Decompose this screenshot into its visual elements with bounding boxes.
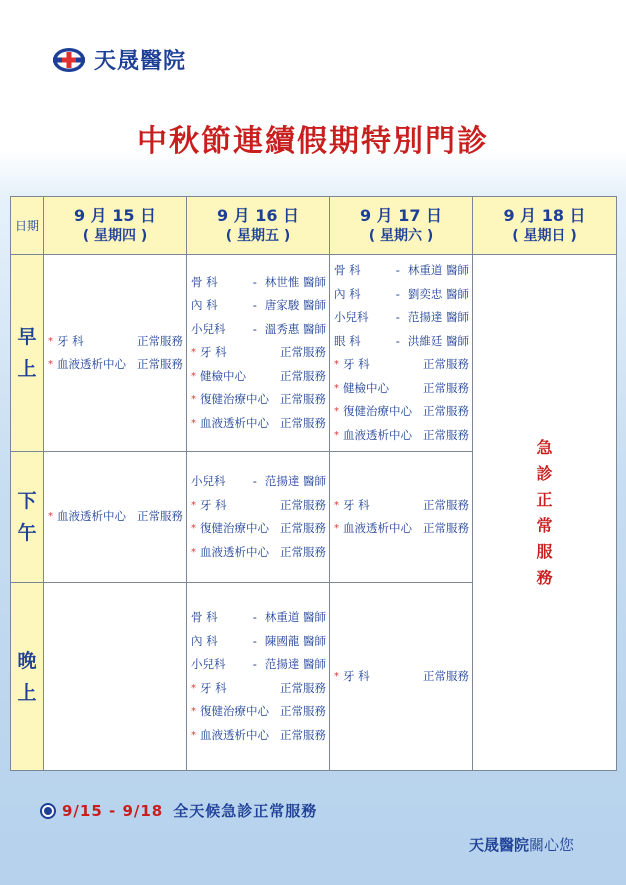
service-status: 正常服務 [280, 680, 326, 695]
asterisk-icon: * [191, 394, 196, 406]
service-status: 正常服務 [280, 704, 326, 718]
signature-name: 天晟醫院 [468, 836, 529, 854]
emergency-char: 急 [536, 437, 553, 457]
column-date: 9 月 15 日 [73, 205, 157, 225]
cell-evening-0917 [330, 583, 473, 771]
schedule-entry [330, 517, 472, 541]
asterisk-icon: * [334, 429, 339, 441]
service-status: 正常服務 [280, 521, 326, 535]
doctor-name: 陳國龍 醫師 [264, 633, 326, 648]
department-name: 牙 科 [57, 333, 84, 348]
asterisk-icon: * [191, 682, 196, 694]
asterisk-icon: * [191, 706, 196, 717]
department-name: 小兒科 [334, 310, 369, 324]
schedule-entry [330, 283, 472, 307]
schedule-entry [187, 724, 329, 748]
schedule-entry [187, 388, 329, 412]
period-char: 早 [17, 326, 37, 348]
cell-emergency-0918 [473, 255, 617, 771]
asterisk-icon: * [191, 370, 196, 382]
emergency-char: 正 [536, 489, 553, 509]
schedule-entry [187, 271, 329, 295]
schedule-entry [187, 630, 329, 654]
schedule-entry [187, 606, 329, 630]
period-char: 午 [17, 522, 37, 544]
asterisk-icon: * [334, 382, 339, 394]
cell-morning-0915 [44, 255, 187, 452]
signature-text: 關心您 [528, 836, 574, 854]
column-day: ( 星期五 ) [225, 227, 291, 244]
period-afternoon [11, 452, 44, 583]
department-name: 小兒科 [191, 321, 226, 336]
signature [469, 834, 574, 855]
service-status: 正常服務 [137, 333, 183, 348]
separator: - [252, 274, 257, 289]
asterisk-icon: * [334, 523, 339, 534]
department-name: 骨 科 [191, 610, 218, 624]
column-header-0916 [187, 197, 330, 255]
department-name: 血液透析中心 [200, 415, 269, 430]
service-status: 正常服務 [280, 727, 326, 742]
service-status: 正常服務 [423, 404, 469, 418]
department-name: 血液透析中心 [57, 509, 126, 524]
asterisk-icon: * [334, 670, 339, 682]
separator: - [252, 657, 257, 671]
cell-evening-0915 [44, 583, 187, 771]
schedule-entry [44, 505, 186, 529]
footer-note [40, 800, 317, 821]
department-name: 復健治療中心 [200, 392, 269, 407]
department-name: 健檢中心 [343, 380, 389, 395]
doctor-name: 劉奕忠 醫師 [407, 286, 469, 301]
schedule-entry [330, 400, 472, 424]
department-name: 骨 科 [334, 263, 361, 277]
column-header-0918 [473, 197, 617, 255]
cell-afternoon-0916 [187, 452, 330, 583]
service-status: 正常服務 [137, 357, 183, 371]
separator: - [252, 474, 257, 488]
period-char: 晚 [17, 649, 37, 672]
service-status: 正常服務 [280, 368, 326, 383]
asterisk-icon: * [334, 406, 339, 417]
doctor-name: 范揚達 醫師 [264, 474, 326, 488]
column-date: 9 月 17 日 [359, 205, 443, 225]
service-status: 正常服務 [423, 357, 469, 371]
service-status: 正常服務 [423, 668, 469, 683]
table-header-row [11, 197, 617, 255]
department-name: 復健治療中心 [200, 521, 269, 535]
schedule-entry [187, 412, 329, 436]
service-status: 正常服務 [423, 380, 469, 395]
doctor-name: 林世惟 醫師 [264, 274, 326, 289]
separator: - [395, 263, 400, 277]
table-row-morning [11, 255, 617, 452]
emergency-char: 務 [536, 567, 553, 587]
department-name: 小兒科 [191, 657, 226, 671]
asterisk-icon: * [191, 417, 196, 429]
footer-date-range: 9/15 - 9/18 [62, 801, 164, 820]
separator: - [252, 633, 257, 648]
column-date: 9 月 16 日 [216, 205, 300, 225]
department-name: 血液透析中心 [57, 357, 126, 371]
service-status: 正常服務 [423, 521, 469, 535]
schedule-entry [44, 330, 186, 354]
service-status: 正常服務 [280, 544, 326, 559]
department-name: 血液透析中心 [200, 544, 269, 559]
column-day: ( 星期六 ) [368, 227, 434, 244]
schedule-entry [187, 494, 329, 518]
schedule-entry [187, 365, 329, 389]
doctor-name: 林重道 醫師 [264, 610, 326, 624]
period-char: 上 [17, 681, 37, 704]
separator: - [395, 286, 400, 301]
cell-morning-0917 [330, 255, 473, 452]
department-name: 牙 科 [200, 680, 227, 695]
department-name: 牙 科 [343, 497, 370, 512]
asterisk-icon: * [334, 499, 339, 511]
asterisk-icon: * [48, 335, 53, 347]
schedule-entry [330, 353, 472, 377]
cell-evening-0916 [187, 583, 330, 771]
schedule-table [10, 196, 617, 771]
hospital-cross-logo-icon [52, 47, 86, 73]
date-header: 日期 [11, 197, 44, 255]
cell-morning-0916 [187, 255, 330, 452]
schedule-entry [44, 353, 186, 377]
department-name: 血液透析中心 [200, 727, 269, 742]
emergency-char: 診 [536, 463, 553, 483]
asterisk-icon: * [48, 511, 53, 523]
service-status: 正常服務 [280, 497, 326, 512]
department-name: 內 科 [191, 298, 218, 313]
schedule-entry [187, 341, 329, 365]
department-name: 血液透析中心 [343, 427, 412, 442]
department-name: 復健治療中心 [200, 704, 269, 718]
period-morning [11, 255, 44, 452]
asterisk-icon: * [191, 729, 196, 741]
column-day: ( 星期日 ) [512, 227, 577, 244]
department-name: 復健治療中心 [343, 404, 412, 418]
schedule-entry [187, 318, 329, 342]
emergency-char: 常 [536, 515, 553, 535]
schedule-entry [330, 665, 472, 689]
schedule-entry [187, 541, 329, 565]
separator: - [395, 310, 400, 324]
hospital-name: 天晟醫院 [94, 49, 187, 74]
separator: - [252, 298, 257, 313]
hospital-logo [52, 44, 186, 75]
doctor-name: 唐家駿 醫師 [264, 298, 326, 313]
service-status: 正常服務 [423, 497, 469, 512]
schedule-entry [187, 294, 329, 318]
service-status: 正常服務 [423, 427, 469, 442]
schedule-entry [330, 259, 472, 283]
department-name: 內 科 [334, 286, 361, 301]
department-name: 牙 科 [343, 357, 370, 371]
schedule-entry [330, 494, 472, 518]
period-char: 下 [17, 490, 37, 512]
doctor-name: 林重道 醫師 [407, 263, 469, 277]
circle-bullet-icon [40, 803, 56, 819]
service-status: 正常服務 [280, 392, 326, 407]
schedule-entry [187, 653, 329, 677]
asterisk-icon: * [191, 347, 196, 359]
department-name: 骨 科 [191, 274, 218, 289]
schedule-entry [187, 517, 329, 541]
department-name: 牙 科 [200, 345, 227, 360]
doctor-name: 范揚達 醫師 [407, 310, 469, 324]
department-name: 健檢中心 [200, 368, 246, 383]
schedule-entry [187, 677, 329, 701]
doctor-name: 溫秀惠 醫師 [264, 321, 326, 336]
column-header-0917 [330, 197, 473, 255]
period-evening [11, 583, 44, 771]
page-title: 中秋節連續假期特別門診 [137, 124, 489, 159]
cell-afternoon-0917 [330, 452, 473, 583]
schedule-entry [330, 377, 472, 401]
department-name: 血液透析中心 [343, 521, 412, 535]
schedule-entry [330, 424, 472, 448]
doctor-name: 洪維廷 醫師 [407, 333, 469, 348]
doctor-name: 范揚達 醫師 [264, 657, 326, 671]
service-status: 正常服務 [280, 415, 326, 430]
schedule-entry [330, 306, 472, 330]
cell-afternoon-0915 [44, 452, 187, 583]
service-status: 正常服務 [280, 345, 326, 360]
schedule-entry [187, 700, 329, 724]
department-name: 內 科 [191, 633, 218, 648]
department-name: 小兒科 [191, 474, 226, 488]
column-header-0915 [44, 197, 187, 255]
schedule-entry [187, 470, 329, 494]
asterisk-icon: * [191, 546, 196, 558]
footer-note-text: 全天候急診正常服務 [173, 802, 318, 820]
column-date: 9 月 18 日 [503, 205, 586, 225]
separator: - [252, 610, 257, 624]
asterisk-icon: * [191, 523, 196, 534]
separator: - [252, 321, 257, 336]
service-status: 正常服務 [137, 509, 183, 524]
asterisk-icon: * [48, 359, 53, 370]
asterisk-icon: * [334, 359, 339, 370]
department-name: 眼 科 [334, 333, 361, 348]
department-name: 牙 科 [200, 497, 227, 512]
asterisk-icon: * [191, 499, 196, 511]
separator: - [395, 333, 400, 348]
department-name: 牙 科 [343, 668, 370, 683]
emergency-char: 服 [536, 541, 553, 561]
emergency-service-text [473, 435, 616, 591]
column-day: ( 星期四 ) [82, 227, 148, 244]
period-char: 上 [17, 358, 37, 380]
schedule-entry [330, 330, 472, 354]
